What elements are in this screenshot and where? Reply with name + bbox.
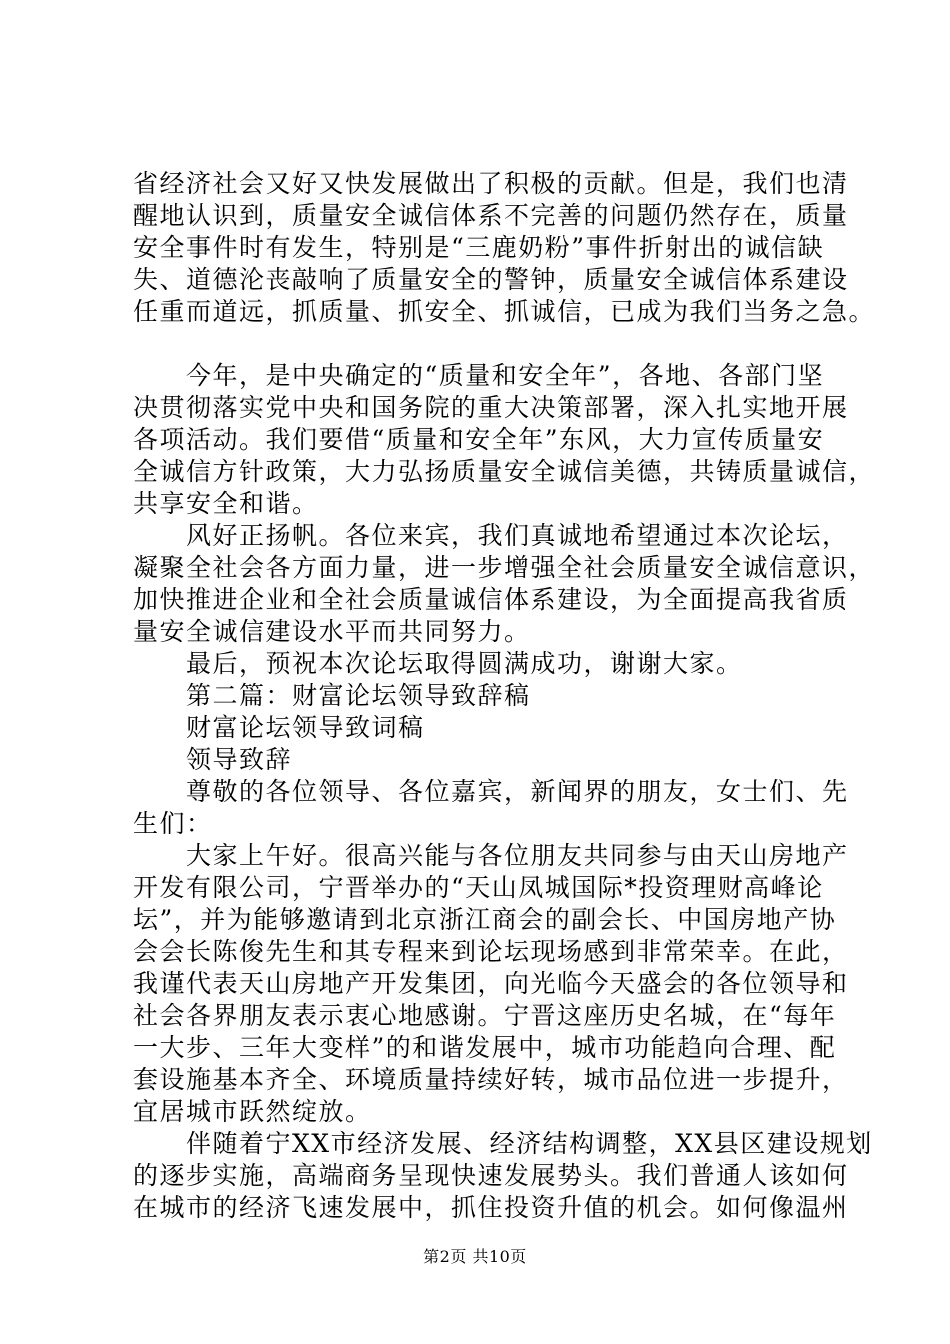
text-line: 一大步、三年大变样”的和谐发展中，城市功能趋向合理、配 xyxy=(133,1033,837,1062)
text-line: 财富论坛领导致词稿 xyxy=(133,713,425,742)
text-line: 会会长陈俊先生和其专程来到论坛现场感到非常荣幸。在此， xyxy=(133,937,849,966)
text-line: 我谨代表天山房地产开发集团，向光临今天盛会的各位领导和 xyxy=(133,969,849,998)
text-line: 套设施基本齐全、环境质量持续好转，城市品位进一步提升， xyxy=(133,1065,849,1094)
text-line: 量安全诚信建设水平而共同努力。 xyxy=(133,617,531,646)
text-line: 加快推进企业和全社会质量诚信体系建设，为全面提高我省质 xyxy=(133,585,849,614)
text-line: 生们： xyxy=(133,809,213,838)
text-line: 开发有限公司，宁晋举办的“天山凤城国际*投资理财高峰论 xyxy=(133,873,824,902)
text-line: 凝聚全社会各方面力量，进一步增强全社会质量安全诚信意识， xyxy=(133,553,876,582)
text-line: 领导致辞 xyxy=(133,745,293,774)
text-line: 全诚信方针政策，大力弘扬质量安全诚信美德，共铸质量诚信， xyxy=(133,457,876,486)
text-line: 今年，是中央确定的“质量和安全年”，各地、各部门坚 xyxy=(133,361,825,390)
text-line: 决贯彻落实党中央和国务院的重大决策部署，深入扎实地开展 xyxy=(133,393,849,422)
document-body xyxy=(133,168,876,1224)
text-line: 共享安全和谐。 xyxy=(133,489,319,518)
text-line: 坛”，并为能够邀请到北京浙江商会的副会长、中国房地产协 xyxy=(133,905,837,934)
text-line: 宜居城市跃然绽放。 xyxy=(133,1097,372,1126)
text-line: 第二篇：财富论坛领导致辞稿 xyxy=(133,681,531,710)
text-line: 社会各界朋友表示衷心地感谢。宁晋这座历史名城，在“每年 xyxy=(133,1001,837,1030)
text-line: 的逐步实施，高端商务呈现快速发展势头。我们普通人该如何 xyxy=(133,1161,849,1190)
text-line: 在城市的经济飞速发展中，抓住投资升值的机会。如何像温州 xyxy=(133,1193,849,1222)
paragraph-gap xyxy=(133,328,853,360)
text-line: 大家上午好。很高兴能与各位朋友共同参与由天山房地产 xyxy=(133,841,849,870)
text-line: 尊敬的各位领导、各位嘉宾，新闻界的朋友，女士们、先 xyxy=(133,777,849,806)
text-line: 醒地认识到，质量安全诚信体系不完善的问题仍然存在，质量 xyxy=(133,201,849,230)
text-line: 任重而道远，抓质量、抓安全、抓诚信，已成为我们当务之急。 xyxy=(133,297,876,326)
text-line: 失、道德沦丧敲响了质量安全的警钟，质量安全诚信体系建设 xyxy=(133,265,849,294)
page-footer: 第2页 共10页 xyxy=(423,1247,527,1266)
text-line: 各项活动。我们要借“质量和安全年”东风，大力宣传质量安 xyxy=(133,425,825,454)
text-line: 风好正扬帆。各位来宾，我们真诚地希望通过本次论坛， xyxy=(133,521,849,550)
text-line: 伴随着宁XX市经济发展、经济结构调整，XX县区建设规划 xyxy=(133,1129,873,1158)
text-line: 安全事件时有发生，特别是“三鹿奶粉”事件折射出的诚信缺 xyxy=(133,233,825,262)
text-line: 最后，预祝本次论坛取得圆满成功，谢谢大家。 xyxy=(133,649,743,678)
text-line: 省经济社会又好又快发展做出了积极的贡献。但是，我们也清 xyxy=(133,169,849,198)
